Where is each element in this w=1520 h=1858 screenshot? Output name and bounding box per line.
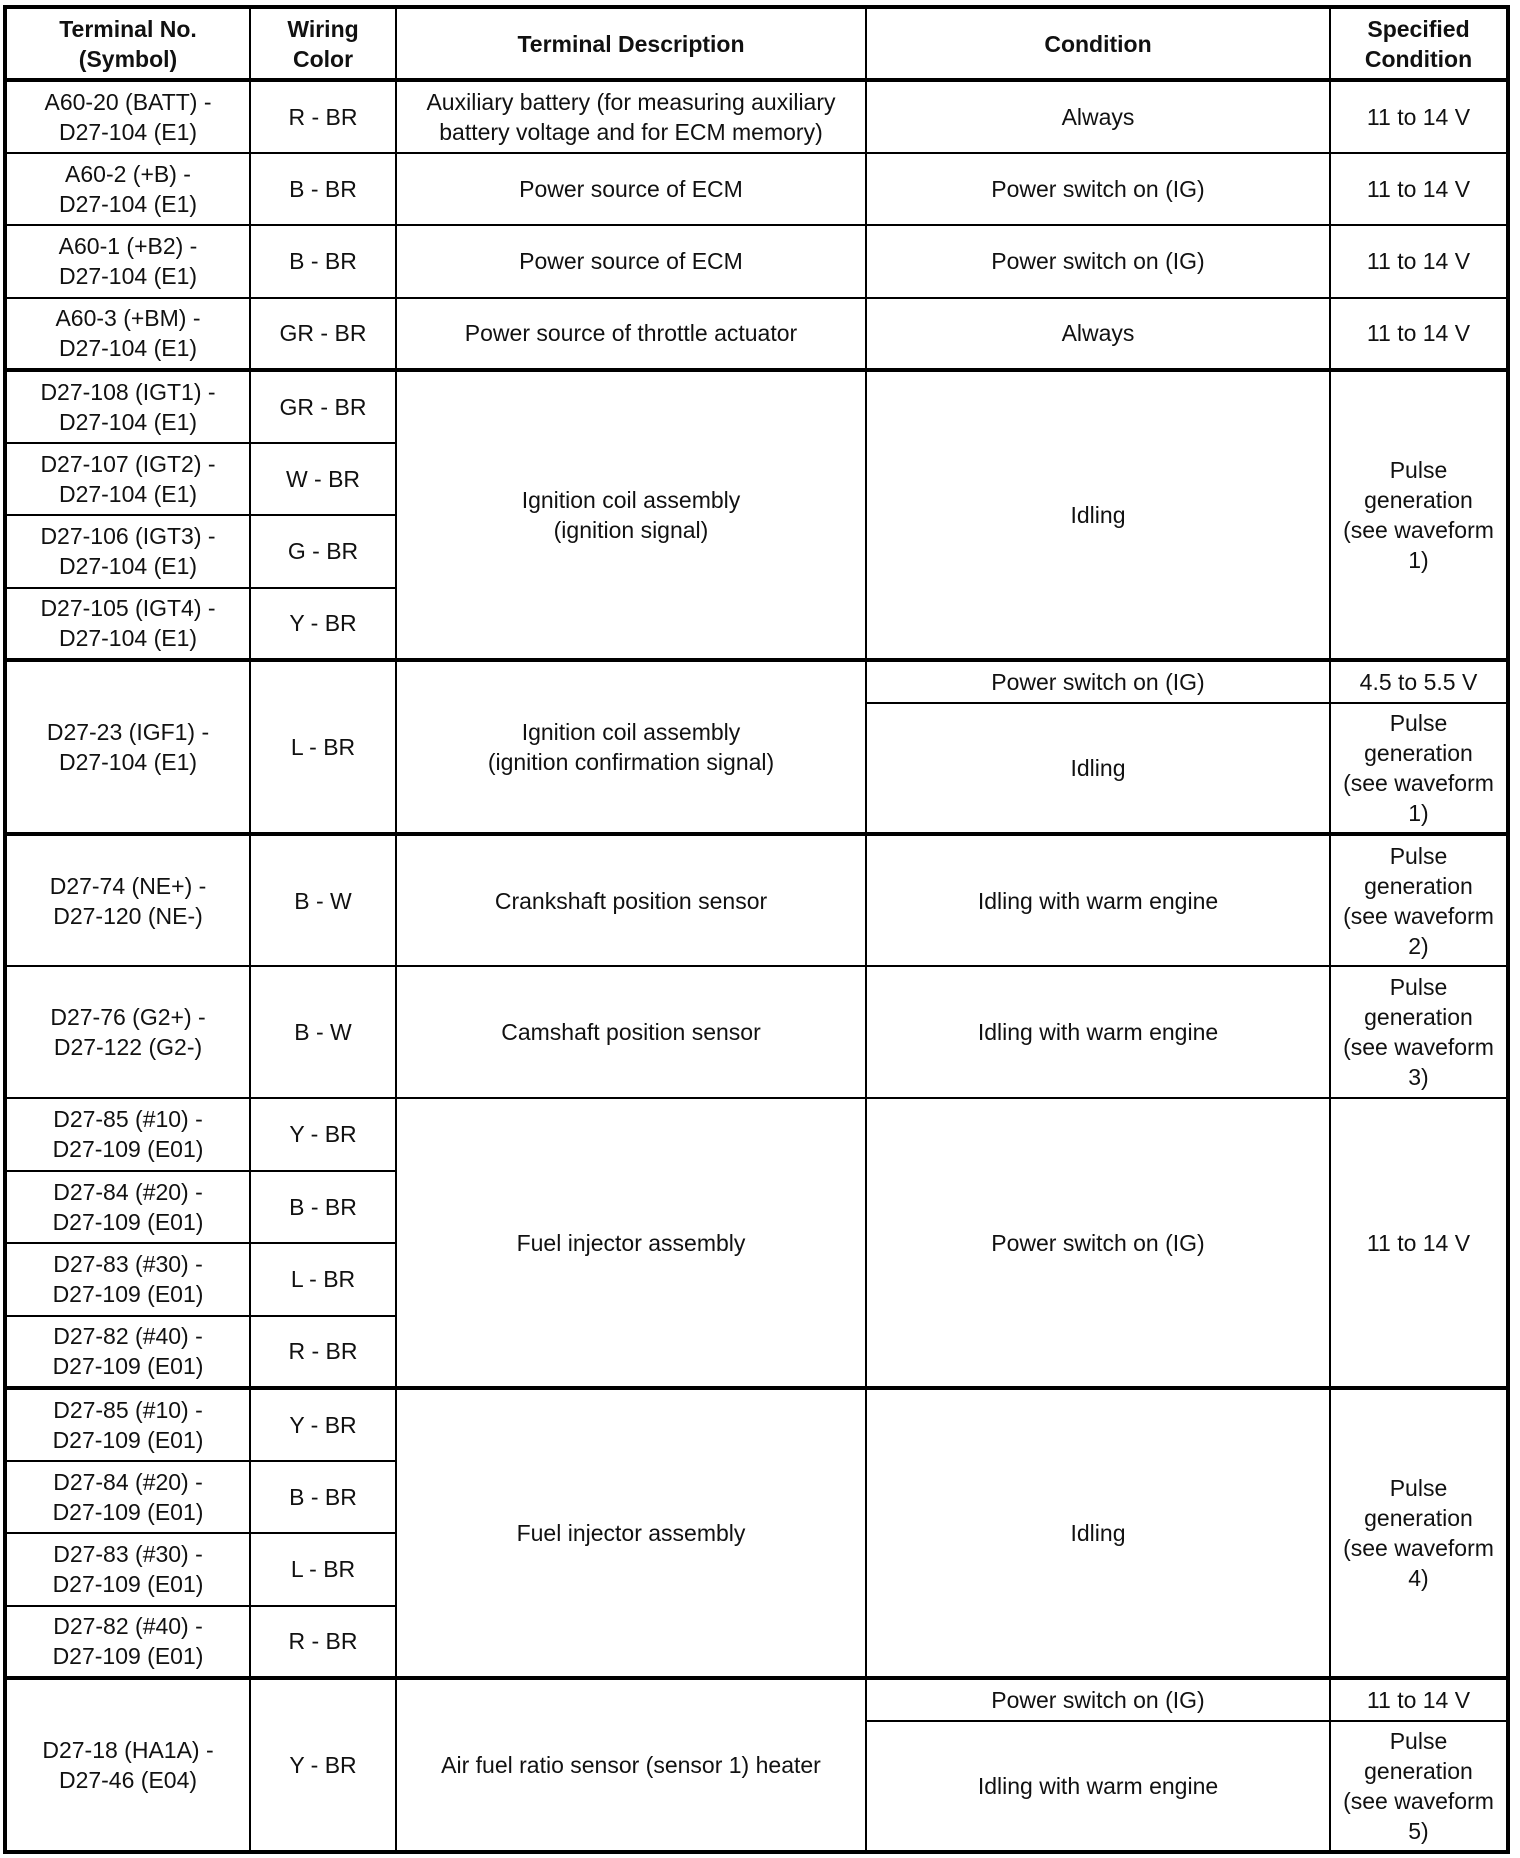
condition-cell: Power switch on (IG) <box>866 153 1330 226</box>
terminal-cell <box>5 443 250 516</box>
terminal-text: D27-120 (NE-) <box>53 902 203 929</box>
header-text: Wiring <box>287 15 359 42</box>
terminal-text: D27-85 (#10) - <box>53 1106 203 1133</box>
specified-cell <box>1330 834 1508 966</box>
terminal-text: D27-109 (E01) <box>52 1643 204 1670</box>
wiring-cell: B - BR <box>250 225 396 298</box>
condition-cell: Power switch on (IG) <box>866 660 1330 703</box>
specified-cell: 11 to 14 V <box>1330 80 1508 153</box>
header-text: Condition <box>1364 45 1473 72</box>
terminal-text: D27-82 (#40) - <box>53 1323 203 1350</box>
specified-text: (see waveform <box>1343 1034 1494 1060</box>
terminal-text: D27-109 (E01) <box>52 1208 204 1235</box>
terminal-cell <box>5 660 250 834</box>
specified-text: (see waveform <box>1343 517 1494 543</box>
specified-text: (see waveform <box>1343 770 1494 796</box>
terminal-cell <box>5 370 250 443</box>
wiring-cell: GR - BR <box>250 298 396 371</box>
terminal-cell <box>5 1171 250 1244</box>
terminal-text: D27-84 (#20) - <box>53 1178 203 1205</box>
terminal-cell <box>5 298 250 371</box>
header-condition: Condition <box>866 7 1330 80</box>
specified-cell <box>1330 1721 1508 1852</box>
description-text: (ignition confirmation signal) <box>487 749 775 775</box>
wiring-cell: Y - BR <box>250 588 396 661</box>
terminal-cell <box>5 966 250 1098</box>
condition-cell: Power switch on (IG) <box>866 1678 1330 1721</box>
header-text: (Symbol) <box>78 45 178 72</box>
terminal-text: D27-104 (E1) <box>58 749 198 775</box>
wiring-cell: B - BR <box>250 1461 396 1534</box>
terminal-cell <box>5 1243 250 1316</box>
condition-cell: Idling <box>866 703 1330 834</box>
condition-cell: Idling <box>866 1388 1330 1678</box>
description-cell: Air fuel ratio sensor (sensor 1) heater <box>396 1678 866 1852</box>
specified-cell <box>1330 1388 1508 1678</box>
specified-text: generation <box>1364 1004 1473 1030</box>
specified-text: 1) <box>1408 800 1429 826</box>
terminal-text: D27-104 (E1) <box>58 408 198 435</box>
terminal-text: D27-23 (IGF1) - <box>46 719 210 745</box>
specified-text: generation <box>1364 1758 1473 1784</box>
specified-text: generation <box>1364 1505 1473 1531</box>
specified-text: (see waveform <box>1343 902 1494 929</box>
table-row <box>5 153 1508 226</box>
terminal-text: D27-108 (IGT1) - <box>40 378 216 405</box>
specified-cell: 11 to 14 V <box>1330 298 1508 371</box>
wiring-cell: B - W <box>250 834 396 966</box>
wiring-cell: L - BR <box>250 1533 396 1606</box>
terminal-cell <box>5 1316 250 1389</box>
terminal-text: A60-1 (+B2) - <box>58 233 198 260</box>
terminal-text: D27-109 (E01) <box>52 1426 204 1453</box>
header-terminal <box>5 7 250 80</box>
description-cell: Camshaft position sensor <box>396 966 866 1098</box>
table-row <box>5 225 1508 298</box>
specified-text: generation <box>1364 872 1473 899</box>
terminal-text: D27-74 (NE+) - <box>49 872 207 899</box>
terminal-text: D27-109 (E01) <box>52 1571 204 1598</box>
terminal-cell <box>5 80 250 153</box>
wiring-cell: L - BR <box>250 1243 396 1316</box>
wiring-cell: G - BR <box>250 515 396 588</box>
specified-cell: 11 to 14 V <box>1330 153 1508 226</box>
terminal-spec-table <box>3 5 1510 1854</box>
terminal-text: D27-104 (E1) <box>58 625 198 652</box>
specified-text: Pulse <box>1389 974 1448 1000</box>
wiring-cell: R - BR <box>250 80 396 153</box>
wiring-cell: Y - BR <box>250 1388 396 1461</box>
terminal-text: D27-46 (E04) <box>58 1767 198 1793</box>
specified-text: Pulse <box>1389 1728 1448 1754</box>
table-row <box>5 370 1508 443</box>
terminal-text: D27-104 (E1) <box>58 118 198 145</box>
specified-text: generation <box>1364 487 1473 513</box>
specified-cell: 4.5 to 5.5 V <box>1330 660 1508 703</box>
wiring-cell: W - BR <box>250 443 396 516</box>
condition-cell: Idling <box>866 370 1330 660</box>
terminal-text: D27-85 (#10) - <box>53 1396 203 1423</box>
terminal-cell <box>5 153 250 226</box>
wiring-cell: B - BR <box>250 153 396 226</box>
description-cell: Crankshaft position sensor <box>396 834 866 966</box>
terminal-text: D27-109 (E01) <box>52 1281 204 1308</box>
description-cell: Power source of ECM <box>396 153 866 226</box>
condition-cell: Power switch on (IG) <box>866 225 1330 298</box>
description-text: Ignition coil assembly <box>521 719 741 745</box>
table-row <box>5 1098 1508 1171</box>
wiring-cell: R - BR <box>250 1316 396 1389</box>
header-description: Terminal Description <box>396 7 866 80</box>
condition-cell: Power switch on (IG) <box>866 1098 1330 1388</box>
specified-text: Pulse <box>1389 1475 1448 1501</box>
terminal-text: D27-109 (E01) <box>52 1498 204 1525</box>
specified-cell: 11 to 14 V <box>1330 225 1508 298</box>
specified-text: (see waveform <box>1343 1535 1494 1561</box>
description-cell: Power source of ECM <box>396 225 866 298</box>
condition-cell: Always <box>866 80 1330 153</box>
specified-text: Pulse <box>1389 457 1448 483</box>
terminal-text: D27-76 (G2+) - <box>50 1004 206 1030</box>
condition-cell: Idling with warm engine <box>866 834 1330 966</box>
terminal-text: D27-107 (IGT2) - <box>40 450 216 477</box>
wiring-cell: Y - BR <box>250 1678 396 1852</box>
description-cell: Fuel injector assembly <box>396 1388 866 1678</box>
table-row <box>5 966 1508 1098</box>
terminal-text: A60-3 (+BM) - <box>55 305 201 332</box>
terminal-text: D27-109 (E01) <box>52 1353 204 1380</box>
table-row <box>5 660 1508 703</box>
specified-text: (see waveform <box>1343 1788 1494 1814</box>
specified-text: generation <box>1364 740 1473 766</box>
condition-cell: Idling with warm engine <box>866 966 1330 1098</box>
specified-text: 3) <box>1408 1064 1429 1090</box>
specified-text: 5) <box>1408 1818 1429 1844</box>
description-text: battery voltage and for ECM memory) <box>439 118 823 145</box>
terminal-cell <box>5 1461 250 1534</box>
terminal-text: D27-105 (IGT4) - <box>40 595 216 622</box>
description-text: (ignition signal) <box>553 517 709 543</box>
wiring-cell: R - BR <box>250 1606 396 1679</box>
description-cell <box>396 660 866 834</box>
specified-text: 2) <box>1408 932 1429 959</box>
specified-text: Pulse <box>1389 842 1448 869</box>
wiring-cell: Y - BR <box>250 1098 396 1171</box>
header-specified <box>1330 7 1508 80</box>
terminal-text: D27-18 (HA1A) - <box>42 1737 214 1763</box>
wiring-cell: B - W <box>250 966 396 1098</box>
terminal-text: D27-83 (#30) - <box>53 1251 203 1278</box>
header-text: Terminal No. <box>59 15 197 42</box>
terminal-cell <box>5 588 250 661</box>
terminal-text: D27-82 (#40) - <box>53 1613 203 1640</box>
specified-text: 4) <box>1408 1565 1429 1591</box>
specified-cell <box>1330 370 1508 660</box>
description-cell: Fuel injector assembly <box>396 1098 866 1388</box>
specified-cell <box>1330 966 1508 1098</box>
terminal-text: D27-84 (#20) - <box>53 1468 203 1495</box>
terminal-text: D27-109 (E01) <box>52 1136 204 1163</box>
table-row <box>5 298 1508 371</box>
terminal-text: D27-104 (E1) <box>58 190 198 217</box>
terminal-cell <box>5 1388 250 1461</box>
terminal-text: A60-20 (BATT) - <box>44 88 212 115</box>
table-row <box>5 80 1508 153</box>
terminal-cell <box>5 1678 250 1852</box>
condition-cell: Always <box>866 298 1330 371</box>
terminal-cell <box>5 225 250 298</box>
description-cell <box>396 370 866 660</box>
terminal-text: D27-104 (E1) <box>58 263 198 290</box>
specified-text: Pulse <box>1389 710 1448 736</box>
header-text: Color <box>292 45 354 72</box>
terminal-cell <box>5 515 250 588</box>
description-text: Auxiliary battery (for measuring auxiliary <box>426 88 836 115</box>
header-row <box>5 7 1508 80</box>
table-row <box>5 834 1508 966</box>
wiring-cell: L - BR <box>250 660 396 834</box>
condition-cell: Idling with warm engine <box>866 1721 1330 1852</box>
terminal-text: D27-104 (E1) <box>58 480 198 507</box>
terminal-text: D27-106 (IGT3) - <box>40 523 216 550</box>
header-text: Specified <box>1367 15 1470 42</box>
specified-cell: 11 to 14 V <box>1330 1098 1508 1388</box>
specified-cell <box>1330 703 1508 834</box>
header-wiring <box>250 7 396 80</box>
specified-cell: 11 to 14 V <box>1330 1678 1508 1721</box>
description-cell <box>396 80 866 153</box>
terminal-text: D27-122 (G2-) <box>53 1034 203 1060</box>
terminal-cell <box>5 1533 250 1606</box>
table-row <box>5 1678 1508 1721</box>
specified-text: 1) <box>1408 547 1429 573</box>
description-cell: Power source of throttle actuator <box>396 298 866 371</box>
terminal-text: A60-2 (+B) - <box>65 160 191 187</box>
terminal-cell <box>5 834 250 966</box>
description-text: Ignition coil assembly <box>521 487 741 513</box>
terminal-text: D27-83 (#30) - <box>53 1541 203 1568</box>
terminal-text: D27-104 (E1) <box>58 553 198 580</box>
terminal-text: D27-104 (E1) <box>58 335 198 362</box>
wiring-cell: B - BR <box>250 1171 396 1244</box>
terminal-cell <box>5 1098 250 1171</box>
terminal-cell <box>5 1606 250 1679</box>
table-row <box>5 1388 1508 1461</box>
wiring-cell: GR - BR <box>250 370 396 443</box>
